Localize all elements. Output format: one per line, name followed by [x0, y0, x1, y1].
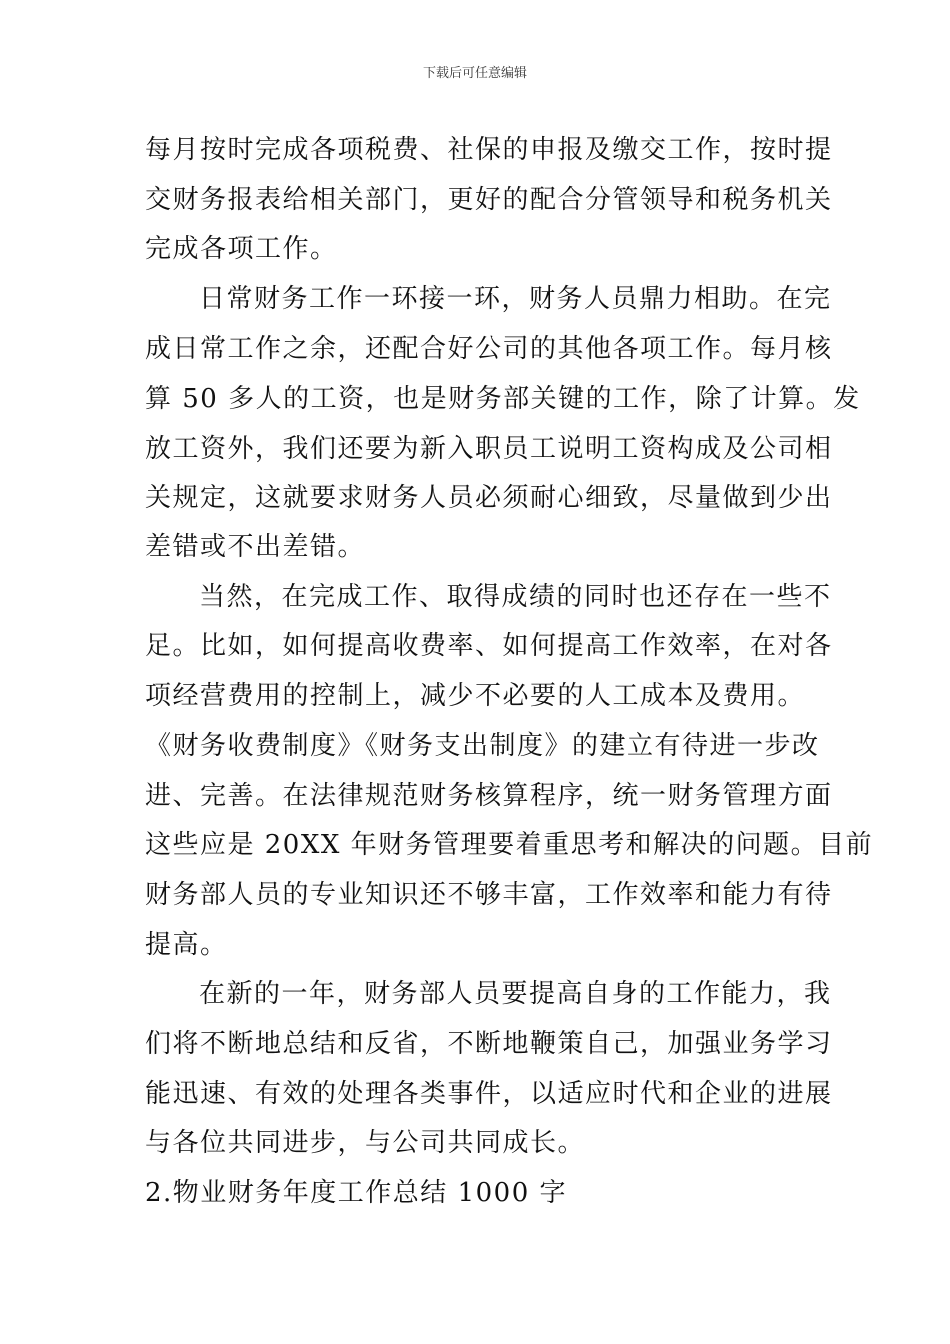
text-line: 完成各项工作。 [145, 234, 338, 264]
text-line: 足。比如，如何提高收费率、如何提高工作效率，在对各 [145, 631, 833, 661]
text-line: 交财务报表给相关部门，更好的配合分管领导和税务机关 [145, 185, 833, 215]
text-line: 财务部人员的专业知识还不够丰富，工作效率和能力有待 [145, 880, 833, 910]
text-line: 们将不断地总结和反省，不断地鞭策自己，加强业务学习 [145, 1029, 833, 1059]
text-line: 这些应是 20XX 年财务管理要着重思考和解决的问题。目前 [145, 830, 874, 860]
text-line: 能迅速、有效的处理各类事件，以适应时代和企业的进展 [145, 1079, 833, 1109]
text-line: 成日常工作之余，还配合好公司的其他各项工作。每月核 [145, 334, 833, 364]
paragraph-start-line: 当然，在完成工作、取得成绩的同时也还存在一些不 [199, 582, 832, 612]
page-header: 下载后可任意编辑 [422, 66, 527, 81]
text-line: 关规定，这就要求财务人员必须耐心细致，尽量做到少出 [145, 483, 833, 513]
section-heading: 2.物业财务年度工作总结 1000 字 [145, 1178, 568, 1208]
text-line: 每月按时完成各项税费、社保的申报及缴交工作，按时提 [145, 135, 833, 165]
paragraph-start-line: 日常财务工作一环接一环，财务人员鼎力相助。在完 [199, 284, 832, 314]
text-line: 项经营费用的控制上，减少不必要的人工成本及费用。 [145, 681, 806, 711]
text-line: 与各位共同进步，与公司共同成长。 [145, 1128, 586, 1158]
text-line: 提高。 [145, 930, 228, 960]
text-line: 进、完善。在法律规范财务核算程序，统一财务管理方面 [145, 781, 833, 811]
text-line: 算 50 多人的工资，也是财务部关键的工作，除了计算。发 [145, 384, 861, 414]
text-line: 放工资外，我们还要为新入职员工说明工资构成及公司相 [145, 434, 833, 464]
paragraph-start-line: 在新的一年，财务部人员要提高自身的工作能力，我 [199, 979, 832, 1009]
text-line: 《财务收费制度》《财务支出制度》的建立有待进一步改 [145, 731, 820, 761]
text-line: 差错或不出差错。 [145, 532, 366, 562]
